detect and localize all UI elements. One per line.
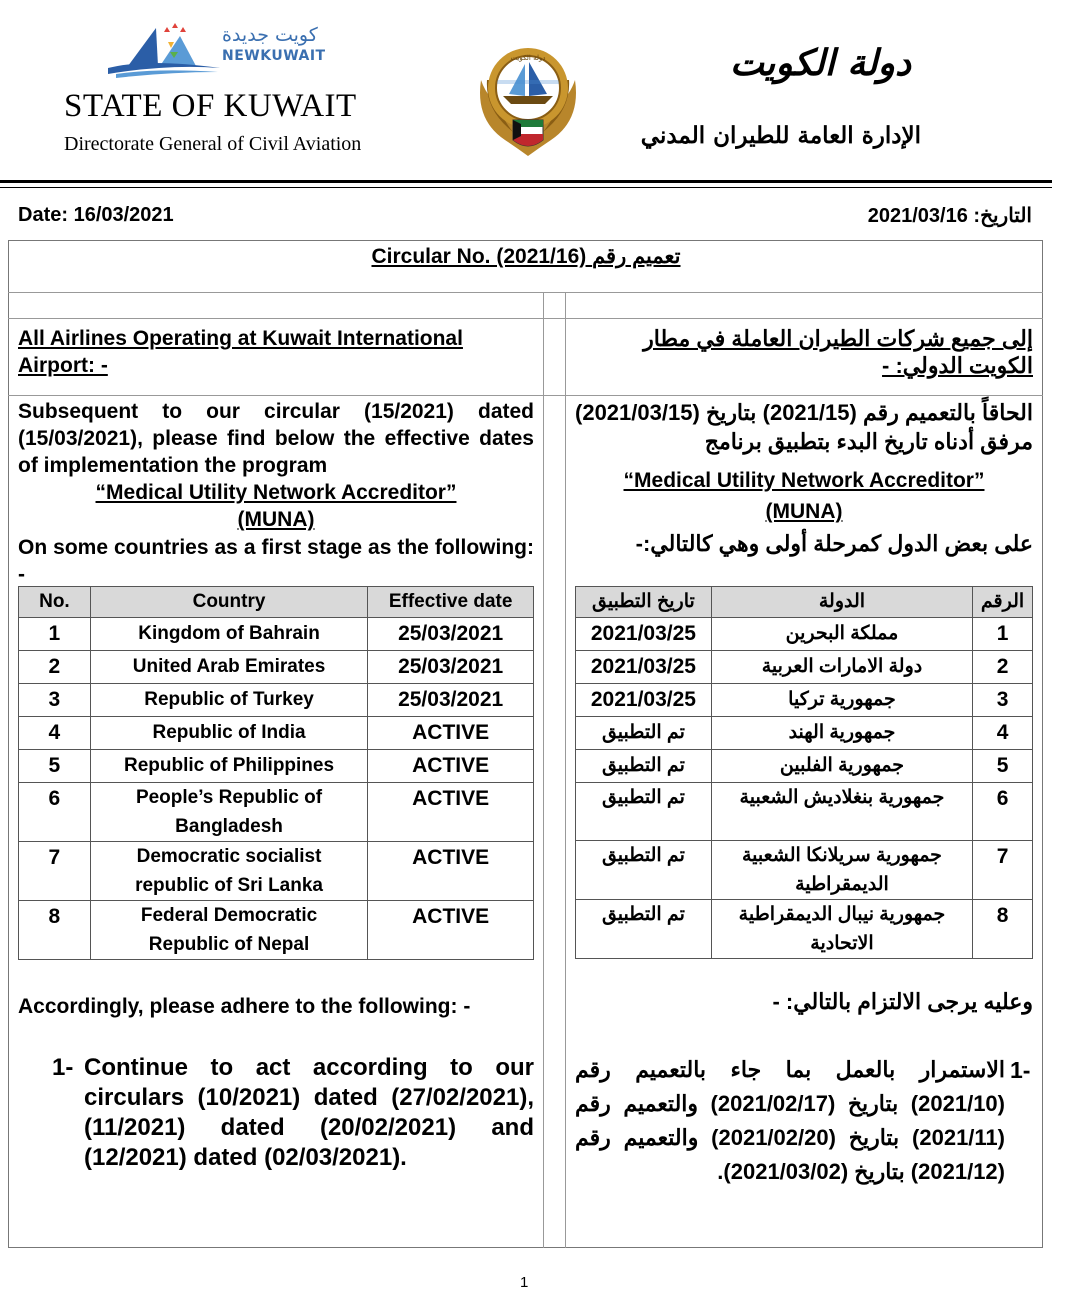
countries-table-en xyxy=(18,586,534,960)
table-row: 7 جمهورية سريلانكا الشعبية الديمقراطية تم التطبيق xyxy=(576,841,1033,900)
frame-divider xyxy=(8,292,1043,293)
state-title-ar: دولة الكويت xyxy=(729,42,911,84)
circular-title: Circular No. (2021/16) تعميم رقم xyxy=(371,245,681,268)
program-abbr-ar: (MUNA) xyxy=(765,500,843,523)
table-row: 1 Kingdom of Bahrain 25/03/2021 xyxy=(19,618,534,651)
column-divider xyxy=(565,292,566,1248)
header-country: Country xyxy=(90,587,367,618)
header-date-ar: تاريخ التطبيق xyxy=(576,587,712,618)
frame-divider xyxy=(8,318,1043,319)
date-english: Date: 16/03/2021 xyxy=(18,204,174,226)
page-number: 1 xyxy=(520,1274,529,1291)
dgca-title-ar: الإدارة العامة للطيران المدني xyxy=(640,122,921,149)
table-row: 4 جمهورية الهند تم التطبيق xyxy=(576,717,1033,750)
intro-2-ar: على بعض الدول كمرحلة أولى وهي كالتالي:- xyxy=(635,531,1033,556)
item-1-en: Continue to act according to our circulars (10/2021) dated (27/02/2021), (11/2021) dated (20/02/2021) and (12/2021) dated (02/03/2021). xyxy=(84,1054,534,1171)
program-name-ar: “Medical Utility Network Accreditor” xyxy=(623,469,985,492)
accordingly-ar: وعليه يرجى الالتزام بالتالي: - xyxy=(772,989,1033,1014)
intro-ar: الحاقاً بالتعميم رقم (2021/15) بتاريخ (2021/03/15) مرفق أدناه تاريخ البدء بتطبيق برنامج xyxy=(575,400,1033,454)
header-no: No. xyxy=(19,587,91,618)
newkuwait-english: NEWKUWAIT xyxy=(222,48,326,64)
table-row: 2 دولة الامارات العربية 2021/03/25 xyxy=(576,651,1033,684)
table-row: 7 Democratic socialist republic of Sri Lanka ACTIVE xyxy=(19,842,534,901)
header-date: Effective date xyxy=(368,587,534,618)
date-arabic: التاريخ: 2021/03/16 xyxy=(867,205,1032,227)
addressee-ar: إلى جميع شركات الطيران العاملة في مطار الكويت الدولي: - xyxy=(643,326,1033,378)
table-row: 3 Republic of Turkey 25/03/2021 xyxy=(19,684,534,717)
emblem-text: دولة الكويت xyxy=(510,54,546,62)
header-rule-thin xyxy=(0,187,1052,188)
table-row: 6 جمهورية بنغلاديش الشعبية تم التطبيق xyxy=(576,783,1033,841)
table-row: 2 United Arab Emirates 25/03/2021 xyxy=(19,651,534,684)
emblem-icon xyxy=(475,40,581,158)
dgca-title-en: Directorate General of Civil Aviation xyxy=(64,133,362,155)
table-header-row xyxy=(576,587,1033,618)
header-country-ar: الدولة xyxy=(711,587,972,618)
table-row: 1 مملكة البحرين 2021/03/25 xyxy=(576,618,1033,651)
newkuwait-arabic: كويت جديدة xyxy=(222,24,318,46)
item-1-ar: الاستمرار بالعمل بما جاء بالتعميم رقم (2021/10) بتاريخ (2021/02/17) والتعميم رقم (2021/11) بتاريخ (2021/02/20) والتعميم رقم (2021/12) بتاريخ (2021/03/02). xyxy=(575,1057,1005,1184)
intro-en: Subsequent to our circular (15/2021) dated (15/03/2021), please find below the effective dates of implementation the program xyxy=(18,400,534,477)
intro-2-en: On some countries as a first stage as the following: - xyxy=(18,536,534,586)
program-name-en: “Medical Utility Network Accreditor” xyxy=(95,481,457,504)
table-row: 6 People’s Republic of Bangladesh ACTIVE xyxy=(19,783,534,842)
sail-icon xyxy=(108,22,228,78)
table-row: 8 Federal Democratic Republic of Nepal ACTIVE xyxy=(19,901,534,960)
countries-table-ar xyxy=(575,586,1033,959)
kuwait-emblem xyxy=(475,40,581,158)
table-row: 4 Republic of India ACTIVE xyxy=(19,717,534,750)
header-rule xyxy=(0,180,1052,183)
table-row: 5 جمهورية الفلبين تم التطبيق xyxy=(576,750,1033,783)
program-abbr-en: (MUNA) xyxy=(237,508,315,531)
item-1-number-ar: 1- xyxy=(1010,1057,1031,1083)
header-no-ar: الرقم xyxy=(973,587,1033,618)
table-header-row xyxy=(19,587,534,618)
table-row: 3 جمهورية تركيا 2021/03/25 xyxy=(576,684,1033,717)
state-title-en: STATE OF KUWAIT xyxy=(64,88,357,124)
table-row: 8 جمهورية نيبال الديمقراطية الاتحادية تم التطبيق xyxy=(576,900,1033,959)
item-1-number-en: 1- xyxy=(52,1054,74,1081)
frame-divider xyxy=(8,395,1043,396)
column-divider xyxy=(543,292,544,1248)
table-row: 5 Republic of Philippines ACTIVE xyxy=(19,750,534,783)
addressee-en: All Airlines Operating at Kuwait International Airport: - xyxy=(18,327,463,377)
accordingly-en: Accordingly, please adhere to the following: - xyxy=(18,995,471,1018)
